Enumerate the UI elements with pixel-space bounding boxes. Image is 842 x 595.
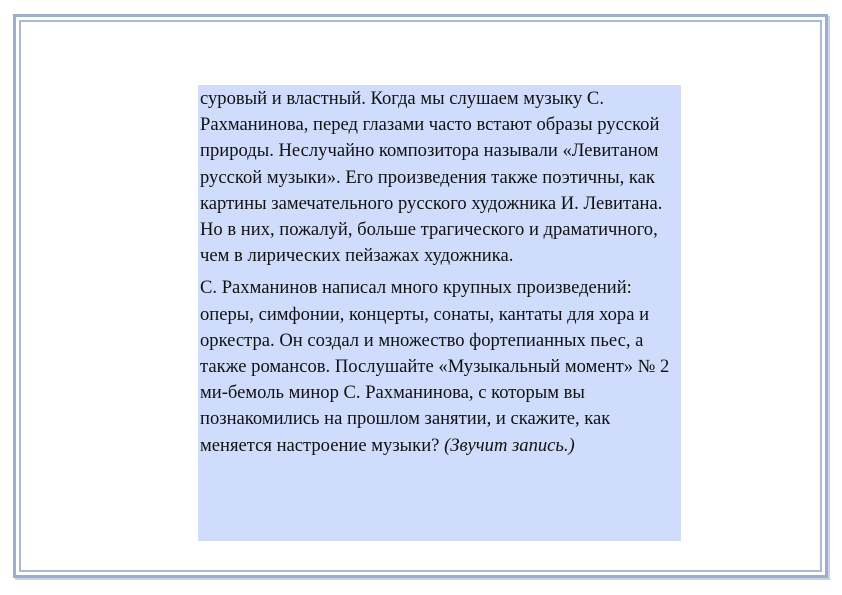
paragraph-1: суровый и властный. Когда мы слушаем музыку С. Рахманинова, перед глазами часто встают образы русской природы. Неслучайно композитора называли «Левитаном русской музыки». Его произведения также поэтичны, как картины замечательного русского художника И. Левитана. Но в них, пожалуй, больше трагического и драматичного, чем в лирических пейзажах художника. [200, 88, 663, 267]
paragraph-2-text: С. Рахманинов написал много крупных произведений: оперы, симфонии, концерты, сонаты, кантаты для хора и оркестра. Он создал и множество фортепианных пьес, а также романсов. Послушайте «Музыкальный момент» № 2 ми-бемоль минор С. Рахманинова, с которым вы познакомились на прошлом занятии, и скажите, как меняется настроение музыки? [200, 277, 670, 456]
paragraph-2-note: (Звучит запись.) [444, 434, 575, 456]
paragraph-2 [200, 275, 679, 458]
text-box [198, 85, 681, 541]
